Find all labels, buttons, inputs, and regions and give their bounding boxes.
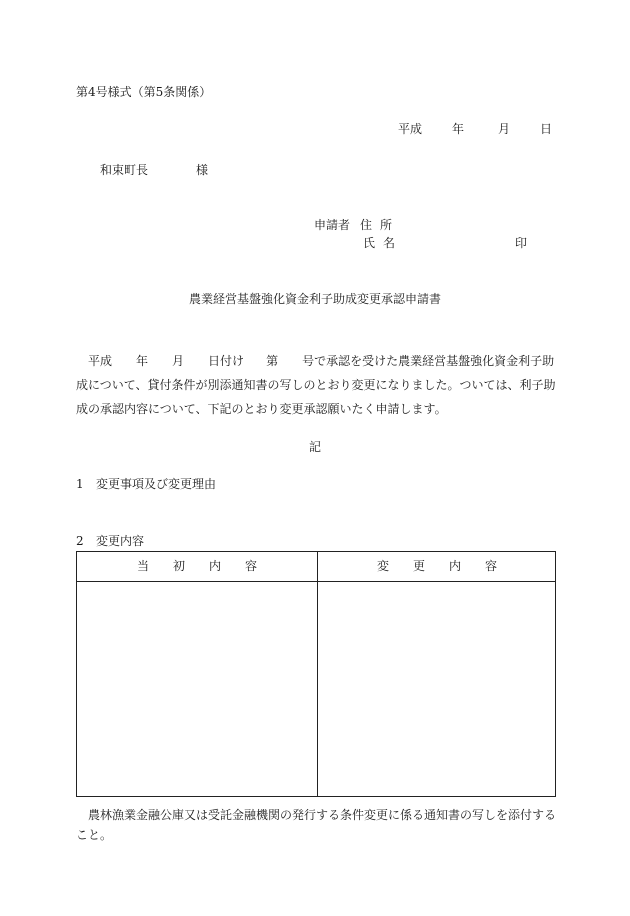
body-month: 月 bbox=[172, 354, 185, 368]
name-label-2: 名 bbox=[383, 236, 396, 250]
body-line-1-rest: 号で承認を受けた農業経営基盤強化資金利子助 bbox=[302, 354, 555, 368]
item-1 bbox=[76, 476, 216, 492]
body-line-2: 成について、貸付条件が別添通知書の写しのとおり変更になりました。ついては、利子助 bbox=[76, 378, 556, 392]
header-after-char: 変 bbox=[376, 559, 389, 573]
note-line-1-text: 農林漁業金融公庫又は受託金融機関の発行する条件変更に係る通知書の写しを添付する bbox=[88, 808, 557, 822]
header-before-char: 当 bbox=[136, 559, 149, 573]
item-1-number: 1 bbox=[76, 477, 84, 491]
date-era: 平成 bbox=[398, 122, 423, 136]
addressee-title: 和束町長 bbox=[100, 163, 149, 177]
table-column-divider bbox=[317, 552, 318, 796]
body-line-3: 成の承認内容について、下記のとおり変更承認願いたく申請します。 bbox=[76, 402, 447, 416]
applicant-name-row bbox=[363, 235, 395, 251]
ki-heading: 記 bbox=[308, 440, 321, 454]
body-dated: 日付け bbox=[208, 354, 245, 368]
address-label-2: 所 bbox=[380, 218, 393, 232]
header-original-content bbox=[77, 552, 317, 581]
item-2 bbox=[76, 533, 144, 549]
header-before-char: 初 bbox=[172, 559, 185, 573]
date-month-label: 月 bbox=[498, 122, 511, 136]
addressee bbox=[100, 162, 208, 178]
header-before-char: 内 bbox=[209, 559, 222, 573]
table-header-divider bbox=[77, 581, 555, 582]
note-line-1 bbox=[76, 805, 556, 825]
change-table bbox=[76, 551, 556, 797]
name-label-1: 氏 bbox=[363, 236, 376, 250]
header-after-char: 更 bbox=[412, 559, 425, 573]
header-after-char: 容 bbox=[485, 559, 498, 573]
seal-mark: 印 bbox=[515, 236, 528, 250]
date-year-label: 年 bbox=[452, 122, 465, 136]
note-line-2: こと。 bbox=[76, 828, 113, 842]
date-line bbox=[398, 121, 552, 137]
body-no: 第 bbox=[266, 354, 279, 368]
header-changed-content bbox=[317, 552, 557, 581]
body-paragraph bbox=[76, 349, 556, 421]
item-1-label: 変更事項及び変更理由 bbox=[96, 477, 217, 491]
attachment-note bbox=[76, 805, 556, 845]
body-line-1 bbox=[76, 349, 555, 373]
body-era: 平成 bbox=[88, 354, 113, 368]
item-2-label: 変更内容 bbox=[96, 534, 145, 548]
document-title: 農業経営基盤強化資金利子助成変更承認申請書 bbox=[188, 292, 441, 306]
applicant-address-row bbox=[314, 217, 392, 233]
addressee-honorific: 様 bbox=[196, 163, 209, 177]
header-before-char: 容 bbox=[245, 559, 258, 573]
date-day-label: 日 bbox=[540, 122, 553, 136]
form-number: 第4号様式（第5条関係） bbox=[76, 85, 212, 99]
applicant-label: 申請者 bbox=[314, 218, 351, 232]
header-after-char: 内 bbox=[449, 559, 462, 573]
body-year: 年 bbox=[136, 354, 149, 368]
address-label-1: 住 bbox=[360, 218, 373, 232]
item-2-number: 2 bbox=[76, 534, 84, 548]
